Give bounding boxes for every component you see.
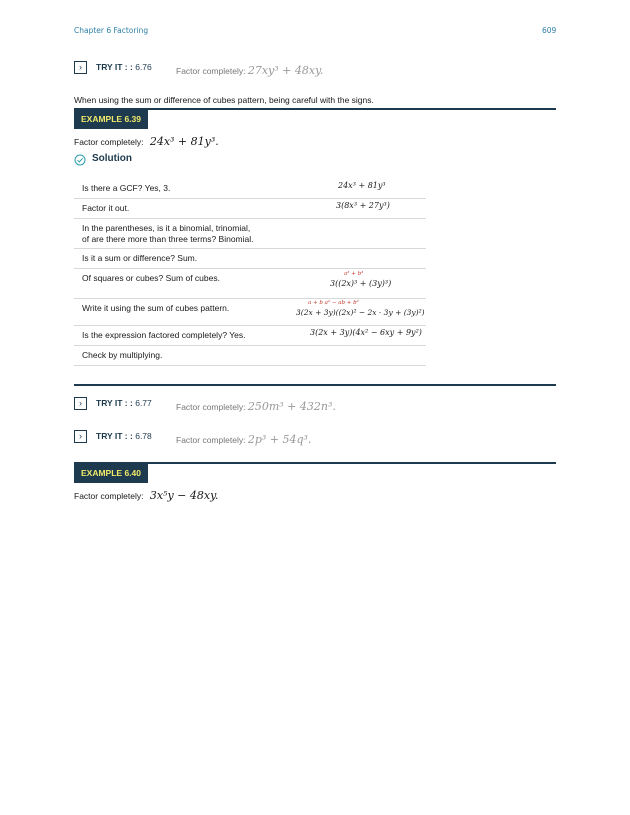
step-math: 3((2x)³ + (3y)³) (330, 279, 392, 288)
step-formula-labels: a³ + b³ (344, 271, 364, 277)
try-it-expression: 2p³ + 54q³. (247, 433, 312, 446)
try-it-expression: 250m³ + 432n³. (247, 400, 336, 413)
solution-step (74, 325, 426, 346)
chevron-right-icon[interactable]: › (74, 430, 87, 443)
step-math: 3(2x + 3y)(4x² − 6xy + 9y²) (310, 328, 422, 337)
solution-step (74, 268, 426, 299)
step-text: Check by multiplying. (82, 350, 163, 360)
try-it-number: 6.77 (135, 398, 152, 408)
try-it-expression: 27xy³ + 48xy. (247, 64, 324, 77)
step-math: 24x³ + 81y³ (338, 181, 386, 190)
example-prompt: Factor completely: (74, 491, 144, 501)
solution-step (74, 198, 426, 219)
page-number: 609 (542, 26, 557, 35)
try-it-prompt: Factor completely: (176, 435, 246, 445)
check-circle-icon (74, 153, 86, 165)
example-problem (74, 489, 218, 502)
step-text-line-2: of are there more than three terms? Binomial. (82, 234, 254, 244)
step-text: Write it using the sum of cubes pattern. (82, 303, 230, 313)
chevron-right-icon[interactable]: › (74, 61, 87, 74)
solution-step (74, 178, 426, 199)
try-it-label: TRY IT : : (96, 398, 133, 408)
solution-step (74, 298, 426, 326)
intro-text: When using the sum or difference of cubes pattern, being careful with the signs. (74, 95, 374, 105)
solution-step (74, 345, 426, 366)
example-prompt: Factor completely: (74, 137, 144, 147)
try-it-number: 6.78 (135, 431, 152, 441)
step-text: Of squares or cubes? Sum of cubes. (82, 273, 220, 283)
solution-step (74, 218, 426, 249)
example-label: EXAMPLE 6.39 (74, 110, 148, 129)
example-label: EXAMPLE 6.40 (74, 464, 148, 483)
example-problem (74, 135, 219, 148)
step-math: 3(2x + 3y)((2x)² − 2x · 3y + (3y)²) (296, 308, 425, 317)
step-text: Is there a GCF? Yes, 3. (82, 183, 171, 193)
section-rule (74, 384, 556, 386)
example-expression: 3x⁵y − 48xy. (149, 489, 219, 502)
step-formula-labels: a + b a² − ab + b² (308, 300, 359, 306)
example-expression: 24x³ + 81y³. (149, 135, 219, 148)
try-it-prompt: Factor completely: (176, 66, 246, 76)
step-text: Factor it out. (82, 203, 130, 213)
step-text: Is it a sum or difference? Sum. (82, 253, 198, 263)
chapter-header: Chapter 6 Factoring (74, 26, 149, 35)
step-text: Is the expression factored completely? Yes. (82, 330, 246, 340)
try-it-number: 6.76 (135, 62, 152, 72)
try-it-prompt: Factor completely: (176, 402, 246, 412)
solution-heading: Solution (92, 153, 132, 164)
step-math: 3(8x³ + 27y³) (336, 201, 390, 210)
solution-step (74, 248, 426, 269)
try-it-label: TRY IT : : (96, 431, 133, 441)
try-it-label: TRY IT : : (96, 62, 133, 72)
step-text: In the parentheses, is it a binomial, trinomial, (82, 223, 251, 233)
chevron-right-icon[interactable]: › (74, 397, 87, 410)
